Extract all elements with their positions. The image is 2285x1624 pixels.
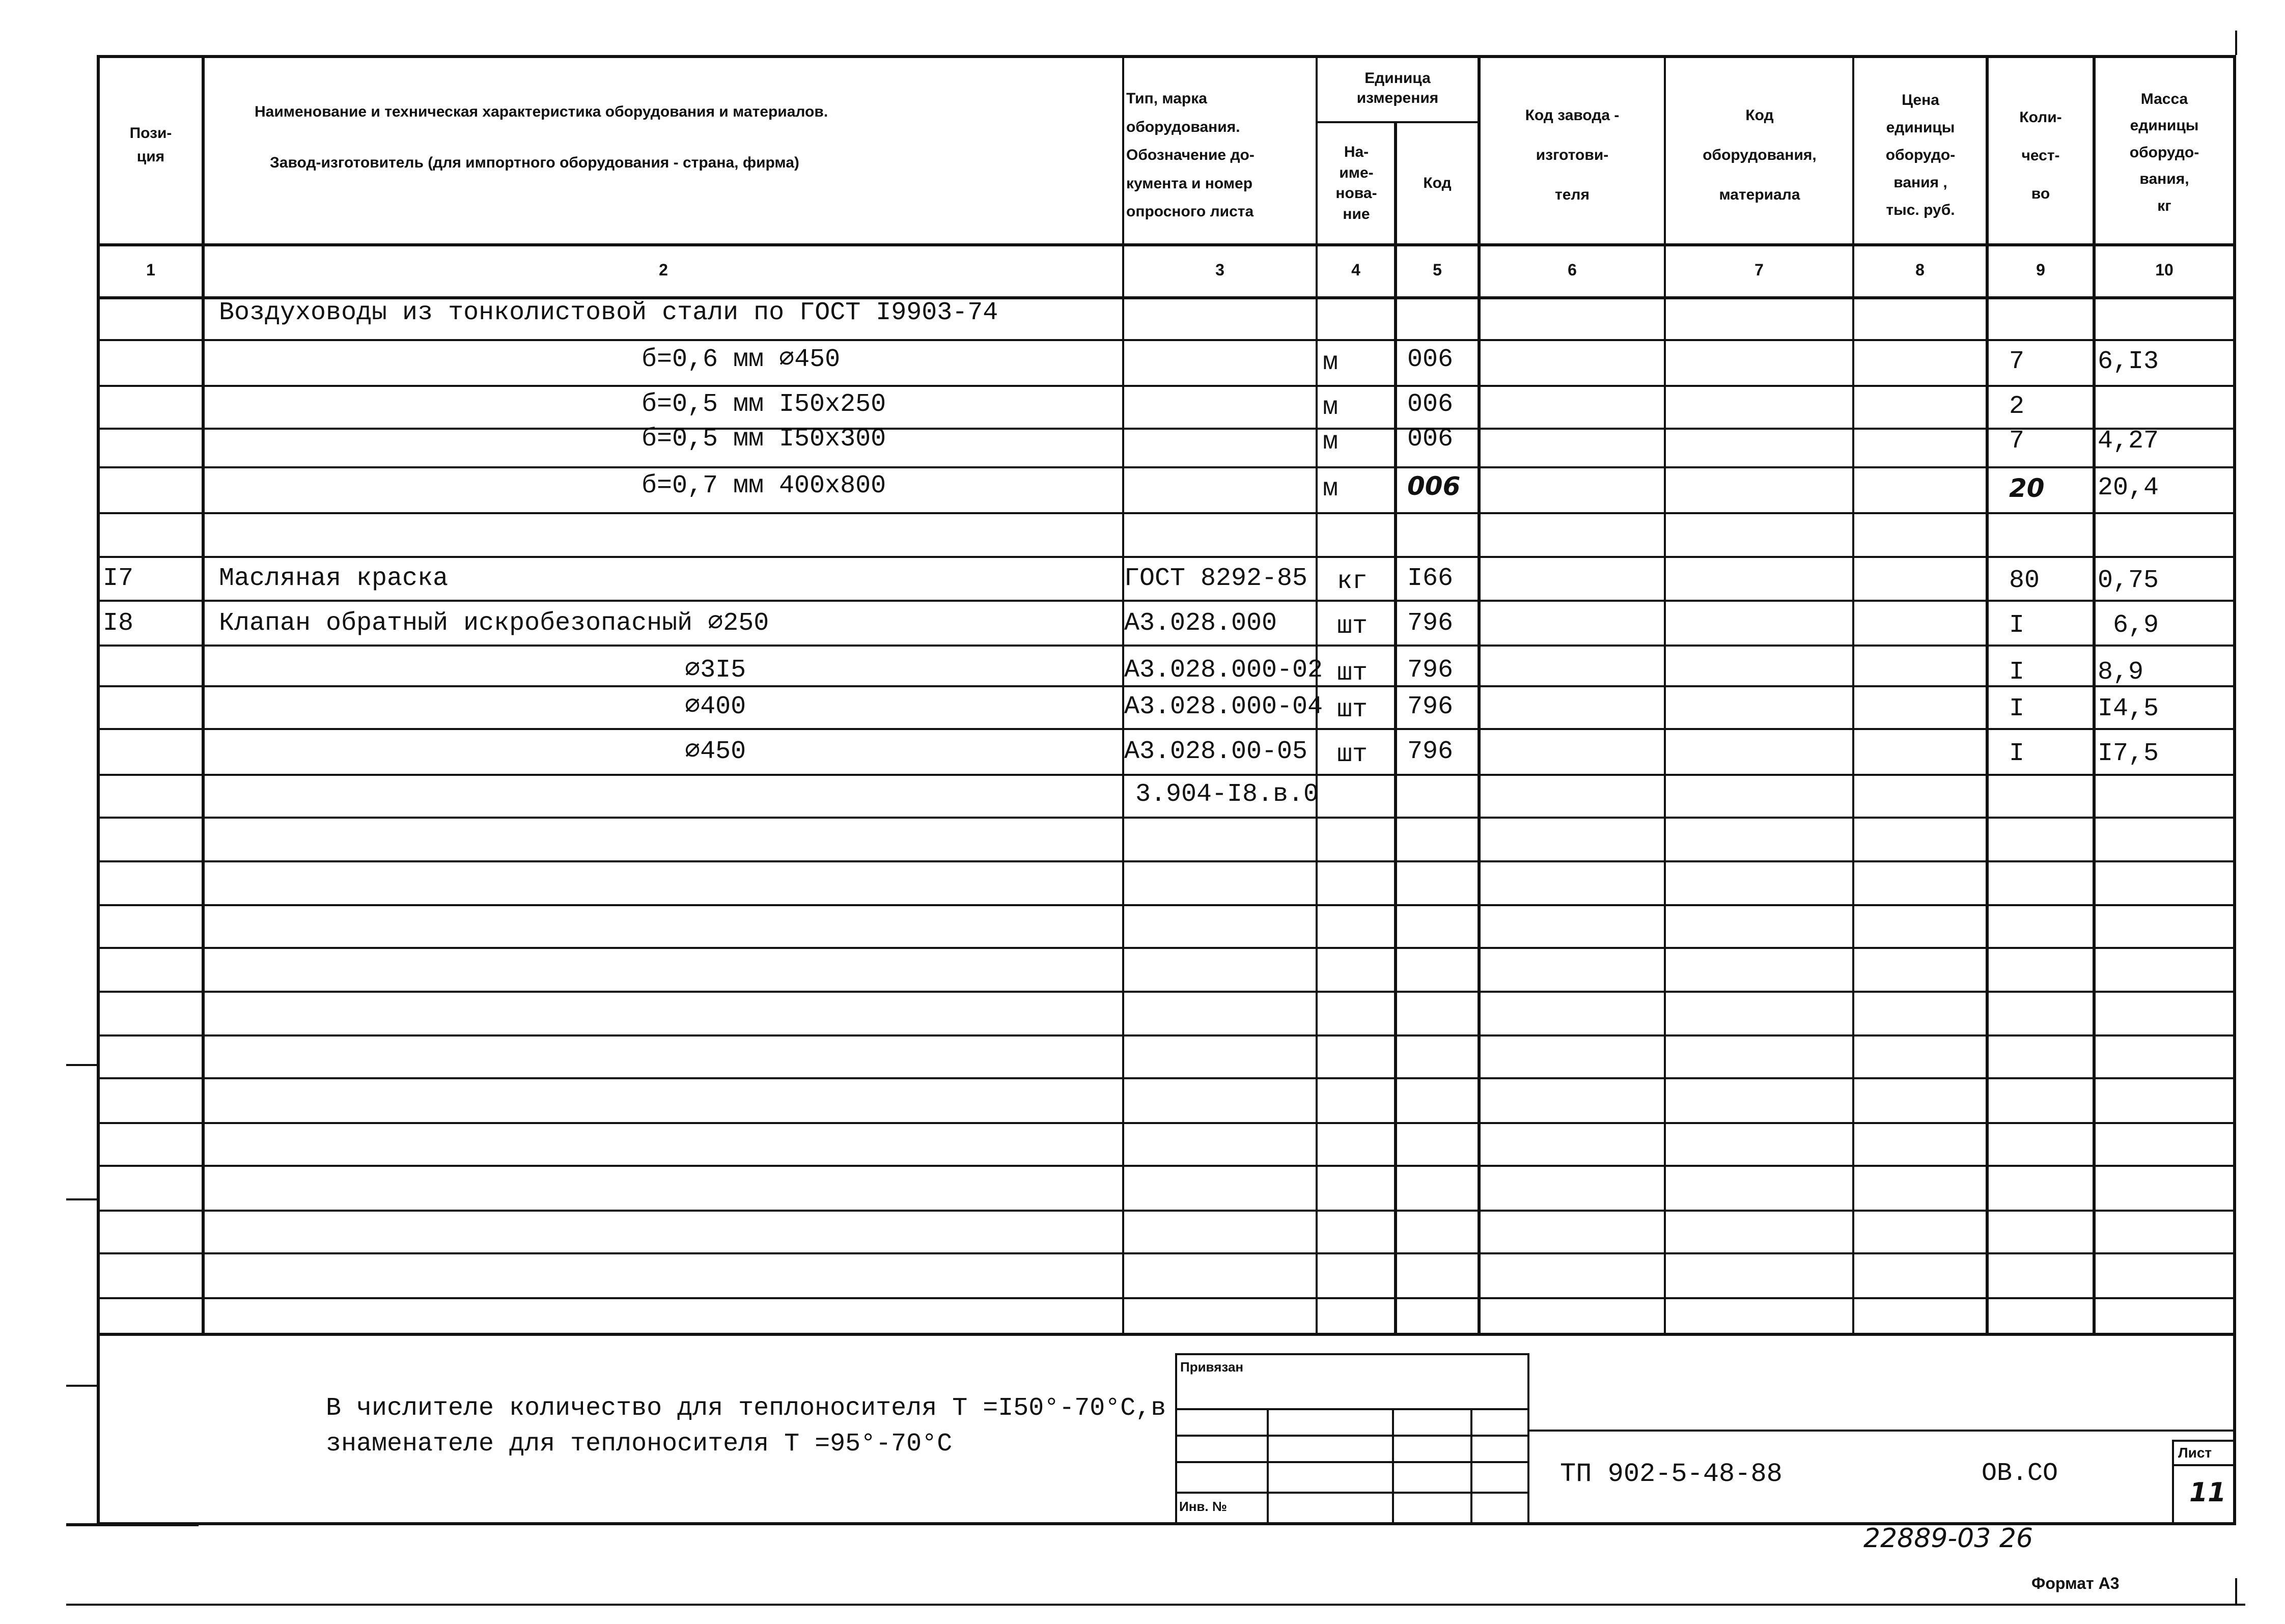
row-line	[97, 904, 2236, 906]
row-quantity: 80	[2009, 566, 2040, 595]
row-mass: I4,5	[2098, 694, 2159, 723]
col-num-5: 5	[1433, 261, 1442, 279]
row-name: ∅450	[685, 737, 746, 766]
row-quantity: I	[2009, 658, 2025, 687]
row-name: б=0,7 мм 400x800	[642, 471, 886, 500]
header-equipment-code: Код оборудования, материала	[1703, 107, 1817, 203]
note-line-2: знаменателе для теплоносителя Т =95°-70°С	[326, 1430, 953, 1459]
row-type: А3.028.000-04	[1124, 692, 1323, 721]
binding-tick-3	[66, 1385, 97, 1387]
row-line	[97, 339, 2236, 341]
note-line-1: В числителе количество для теплоносителя Т =I50°-70°С,в	[326, 1394, 1166, 1423]
row-type: 3.904-I8.в.0	[1135, 780, 1319, 809]
stamp-vline-1	[1267, 1408, 1269, 1523]
row-line	[97, 1034, 2236, 1037]
binding-line-bottom	[66, 1523, 199, 1526]
row-line	[97, 466, 2236, 468]
row-code: 796	[1407, 609, 1454, 638]
stamp-inv-no: Инв. №	[1179, 1499, 1227, 1514]
row-type: ГОСТ 8292-85	[1124, 564, 1308, 593]
row-name: б=0,5 мм I50x300	[642, 425, 886, 454]
row-mass: 6,I3	[2098, 347, 2159, 376]
title-block-top-line	[1529, 1430, 2236, 1432]
col-line-7	[1852, 55, 1854, 1334]
header-mass: Масса единицы оборудо- вания, кг	[2129, 90, 2199, 214]
row-position: I7	[103, 564, 134, 593]
col-num-6: 6	[1568, 261, 1577, 279]
header-position: Пози- ция	[129, 124, 172, 165]
row-quantity: I	[2009, 611, 2025, 640]
row-unit: м	[1323, 393, 1339, 422]
col-num-1: 1	[146, 261, 155, 279]
col-num-10: 10	[2155, 261, 2173, 279]
row-name: Воздуховоды из тонколистовой стали по ГОСТ I9903-74	[219, 298, 998, 327]
col-num-9: 9	[2036, 261, 2045, 279]
col-num-3: 3	[1215, 261, 1224, 279]
col-num-2: 2	[659, 261, 668, 279]
header-name-line2: Завод-изготовитель (для импортного оборудования - страна, фирма)	[270, 154, 799, 171]
row-name: Масляная краска	[219, 564, 449, 593]
row-mass: 6,9	[2113, 611, 2159, 640]
stamp-vline-3	[1470, 1408, 1472, 1523]
col-line-1	[202, 55, 205, 1334]
row-line	[97, 774, 2236, 776]
stamp-line-3	[1175, 1461, 1529, 1463]
stamp-line-4	[1175, 1492, 1529, 1494]
row-type: А3.028.000	[1124, 609, 1277, 638]
stamp-block	[1175, 1353, 1529, 1524]
row-code: 796	[1407, 737, 1454, 766]
stamp-line-1	[1175, 1408, 1529, 1410]
row-type: А3.028.00-05	[1124, 737, 1308, 766]
stamp-sheet-label: Лист	[2178, 1445, 2212, 1461]
row-mass: 0,75	[2098, 566, 2159, 595]
header-name-line1: Наименование и техническая характеристика оборудования и материалов.	[255, 103, 828, 120]
row-mass: 20,4	[2098, 473, 2159, 502]
stamp-sheet-number: 11	[2189, 1477, 2226, 1508]
row-line	[97, 1122, 2236, 1124]
row-unit: м	[1323, 348, 1339, 377]
row-unit: шт	[1337, 612, 1368, 641]
row-code: 006	[1407, 390, 1454, 419]
row-quantity: 7	[2009, 427, 2025, 456]
stamp-privyazan: Привязан	[1180, 1359, 1244, 1375]
row-unit: м	[1323, 428, 1339, 457]
row-line	[97, 1077, 2236, 1079]
row-name: ∅400	[685, 692, 746, 721]
header-quantity: Коли- чест- во	[2019, 108, 2062, 202]
stamp-designation: ТП 902-5-48-88	[1560, 1459, 1782, 1489]
binding-tick-1	[66, 1064, 97, 1066]
row-line	[97, 428, 2236, 430]
row-unit: кг	[1337, 567, 1368, 596]
row-mass: I7,5	[2098, 739, 2159, 768]
row-code: 006	[1407, 425, 1454, 454]
row-name: б=0,6 мм ∅450	[642, 345, 841, 374]
header-factory-code: Код завода - изготови- теля	[1525, 107, 1620, 203]
row-quantity: 20	[2009, 473, 2045, 503]
col-line-6	[1664, 55, 1666, 1334]
header-unit-name: На- име- нова- ние	[1335, 144, 1377, 222]
header-bottom-line	[97, 243, 2236, 246]
row-name: ∅3I5	[685, 656, 746, 685]
row-name: Клапан обратный искробезопасный ∅250	[219, 609, 769, 638]
row-quantity: I	[2009, 694, 2025, 723]
row-quantity: 2	[2009, 392, 2025, 421]
row-unit: шт	[1337, 695, 1368, 724]
col-num-8: 8	[1915, 261, 1925, 279]
binding-tick-2	[66, 1198, 97, 1200]
row-code: I66	[1407, 564, 1454, 593]
row-code: 006	[1407, 471, 1461, 501]
row-code: 796	[1407, 656, 1454, 685]
format-label: Формат А3	[2031, 1574, 2120, 1592]
row-line	[97, 991, 2236, 993]
col-num-7: 7	[1754, 261, 1764, 279]
header-price: Цена единицы оборудо- вания , тыс. руб.	[1885, 92, 1956, 218]
row-code: 006	[1407, 345, 1454, 374]
row-line	[97, 512, 2236, 514]
header-unit-code: Код	[1423, 174, 1452, 191]
row-line	[97, 645, 2236, 647]
col-line-9	[2093, 55, 2096, 1334]
row-line	[97, 1165, 2236, 1167]
row-mass: 8,9	[2098, 658, 2144, 687]
header-unit-group: Единица измерения	[1356, 70, 1439, 106]
row-line	[97, 1252, 2236, 1254]
row-line	[97, 600, 2236, 602]
page-right-tick	[2235, 31, 2237, 55]
row-mass: 4,27	[2098, 427, 2159, 456]
col-line-8	[1986, 55, 1989, 1334]
title-block-sheet-top	[2172, 1440, 2236, 1442]
title-block-sheet-divider	[2172, 1464, 2236, 1466]
row-quantity: 7	[2009, 347, 2025, 376]
row-unit: м	[1323, 474, 1339, 503]
page-right-tick-bottom	[2235, 1578, 2237, 1604]
row-code: 796	[1407, 692, 1454, 721]
row-name: б=0,5 мм I50x250	[642, 390, 886, 419]
row-unit: шт	[1337, 740, 1368, 769]
row-quantity: I	[2009, 739, 2025, 768]
row-line	[97, 817, 2236, 819]
row-line	[97, 947, 2236, 949]
col-num-4: 4	[1351, 261, 1360, 279]
row-type: А3.028.000-02	[1124, 656, 1323, 685]
archive-number: 22889-03 26	[1863, 1523, 2033, 1554]
table-bottom-line	[97, 1333, 2236, 1336]
stamp-code: ОВ.СО	[1982, 1459, 2058, 1488]
col-line-5	[1478, 55, 1481, 1334]
row-line	[97, 556, 2236, 558]
page-bottom-line	[66, 1604, 2245, 1606]
row-line	[97, 1297, 2236, 1299]
row-line	[97, 1210, 2236, 1212]
row-line	[97, 728, 2236, 730]
col-line-4	[1394, 121, 1397, 1334]
stamp-line-2	[1175, 1435, 1529, 1437]
row-line	[97, 860, 2236, 862]
stamp-vline-2	[1392, 1408, 1394, 1523]
header-type: Тип, марка оборудования. Обозначение до- кумента и номер опросного листа	[1126, 90, 1255, 220]
row-position: I8	[103, 609, 134, 638]
row-line	[97, 685, 2236, 687]
row-line	[97, 385, 2236, 387]
title-block-sheet-line	[2172, 1440, 2174, 1524]
row-unit: шт	[1337, 659, 1368, 688]
